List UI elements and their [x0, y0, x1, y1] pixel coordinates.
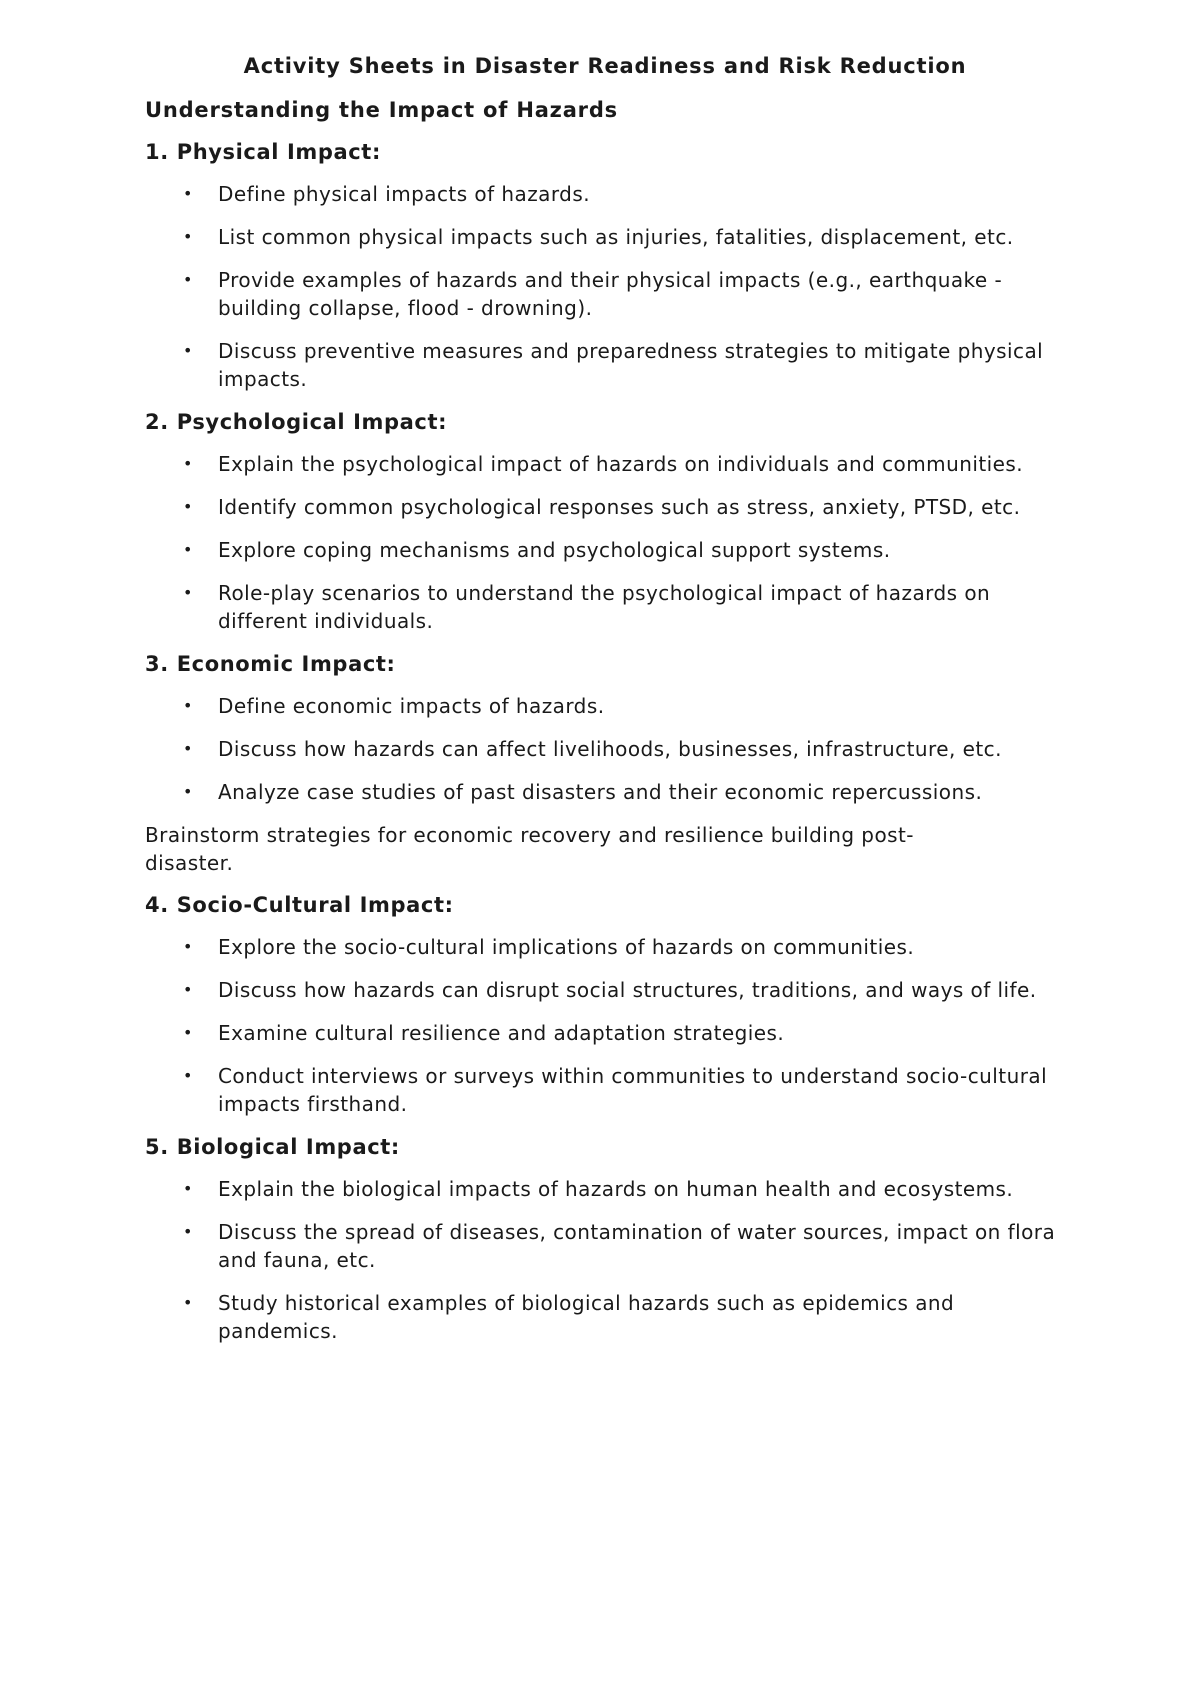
list-item-text: Explore the socio-cultural implications of hazards on communities.	[218, 935, 915, 959]
list-item	[145, 1062, 1065, 1118]
list-item	[145, 536, 1065, 564]
bullet-list	[145, 1175, 1065, 1345]
bullet-icon: •	[183, 540, 193, 559]
bullet-list	[145, 933, 1065, 1118]
list-item	[145, 1019, 1065, 1047]
bullet-icon: •	[183, 1023, 193, 1042]
list-item	[145, 493, 1065, 521]
list-item	[145, 337, 1065, 393]
bullet-icon: •	[183, 497, 193, 516]
bullet-list	[145, 180, 1065, 393]
list-item-text: Examine cultural resilience and adaptation strategies.	[218, 1021, 785, 1045]
bullet-icon: •	[183, 1222, 193, 1241]
list-item	[145, 976, 1065, 1004]
section-socio-cultural-impact	[145, 891, 1065, 1118]
list-item-text: Identify common psychological responses such as stress, anxiety, PTSD, etc.	[218, 495, 1021, 519]
list-item-text: Discuss preventive measures and preparedness strategies to mitigate physical impacts.	[218, 339, 1044, 391]
bullet-icon: •	[183, 184, 193, 203]
list-item	[145, 180, 1065, 208]
list-item-text: Role-play scenarios to understand the psychological impact of hazards on different individuals.	[218, 581, 991, 633]
bullet-icon: •	[183, 739, 193, 758]
list-item-text: Discuss how hazards can affect livelihoods, businesses, infrastructure, etc.	[218, 737, 1002, 761]
list-item	[145, 1218, 1065, 1274]
bullet-list	[145, 692, 1065, 806]
list-item-text: Explore coping mechanisms and psychological support systems.	[218, 538, 891, 562]
list-item	[145, 778, 1065, 806]
list-item-text: Discuss how hazards can disrupt social structures, traditions, and ways of life.	[218, 978, 1037, 1002]
paragraph-text: Brainstorm strategies for economic recovery and resilience building post-disaster.	[145, 823, 914, 875]
list-item-text: Define physical impacts of hazards.	[218, 182, 591, 206]
list-item	[145, 692, 1065, 720]
list-item	[145, 735, 1065, 763]
bullet-icon: •	[183, 341, 193, 360]
bullet-icon: •	[183, 937, 193, 956]
bullet-icon: •	[183, 1066, 193, 1085]
list-item-text: Study historical examples of biological hazards such as epidemics and pandemics.	[218, 1291, 955, 1343]
bullet-icon: •	[183, 583, 193, 602]
bullet-icon: •	[183, 980, 193, 999]
bullet-list	[145, 450, 1065, 635]
list-item-text: Analyze case studies of past disasters and their economic repercussions.	[218, 780, 983, 804]
section-heading: 2. Psychological Impact:	[145, 410, 448, 434]
list-item-text: List common physical impacts such as injuries, fatalities, displacement, etc.	[218, 225, 1014, 249]
section-psychological-impact	[145, 408, 1065, 635]
section-heading: 5. Biological Impact:	[145, 1135, 400, 1159]
list-item	[145, 266, 1065, 322]
bullet-icon: •	[183, 1293, 193, 1312]
document-title: Activity Sheets in Disaster Readiness and Risk Reduction	[243, 54, 967, 78]
list-item-text: Explain the biological impacts of hazards on human health and ecosystems.	[218, 1177, 1014, 1201]
section-heading: 1. Physical Impact:	[145, 140, 381, 164]
list-item	[145, 1289, 1065, 1345]
list-item-text: Explain the psychological impact of hazards on individuals and communities.	[218, 452, 1024, 476]
section-heading: 4. Socio-Cultural Impact:	[145, 893, 454, 917]
bullet-icon: •	[183, 270, 193, 289]
list-item-text: Provide examples of hazards and their physical impacts (e.g., earthquake - building collapse, flood - drowning).	[218, 268, 1003, 320]
section-biological-impact	[145, 1133, 1065, 1345]
bullet-icon: •	[183, 696, 193, 715]
bullet-icon: •	[183, 227, 193, 246]
list-item-text: Discuss the spread of diseases, contamination of water sources, impact on flora and fauna, etc.	[218, 1220, 1056, 1272]
list-item-text: Define economic impacts of hazards.	[218, 694, 605, 718]
document-subtitle: Understanding the Impact of Hazards	[145, 98, 618, 122]
bullet-icon: •	[183, 1179, 193, 1198]
section-heading: 3. Economic Impact:	[145, 652, 396, 676]
list-item-text: Conduct interviews or surveys within communities to understand socio-cultural impacts firsthand.	[218, 1064, 1048, 1116]
list-item	[145, 579, 1065, 635]
bullet-icon: •	[183, 454, 193, 473]
section-economic-impact	[145, 650, 1065, 877]
list-item	[145, 933, 1065, 961]
bullet-icon: •	[183, 782, 193, 801]
list-item	[145, 450, 1065, 478]
list-item	[145, 223, 1065, 251]
document-page	[145, 52, 1065, 1360]
list-item	[145, 1175, 1065, 1203]
section-physical-impact	[145, 138, 1065, 393]
